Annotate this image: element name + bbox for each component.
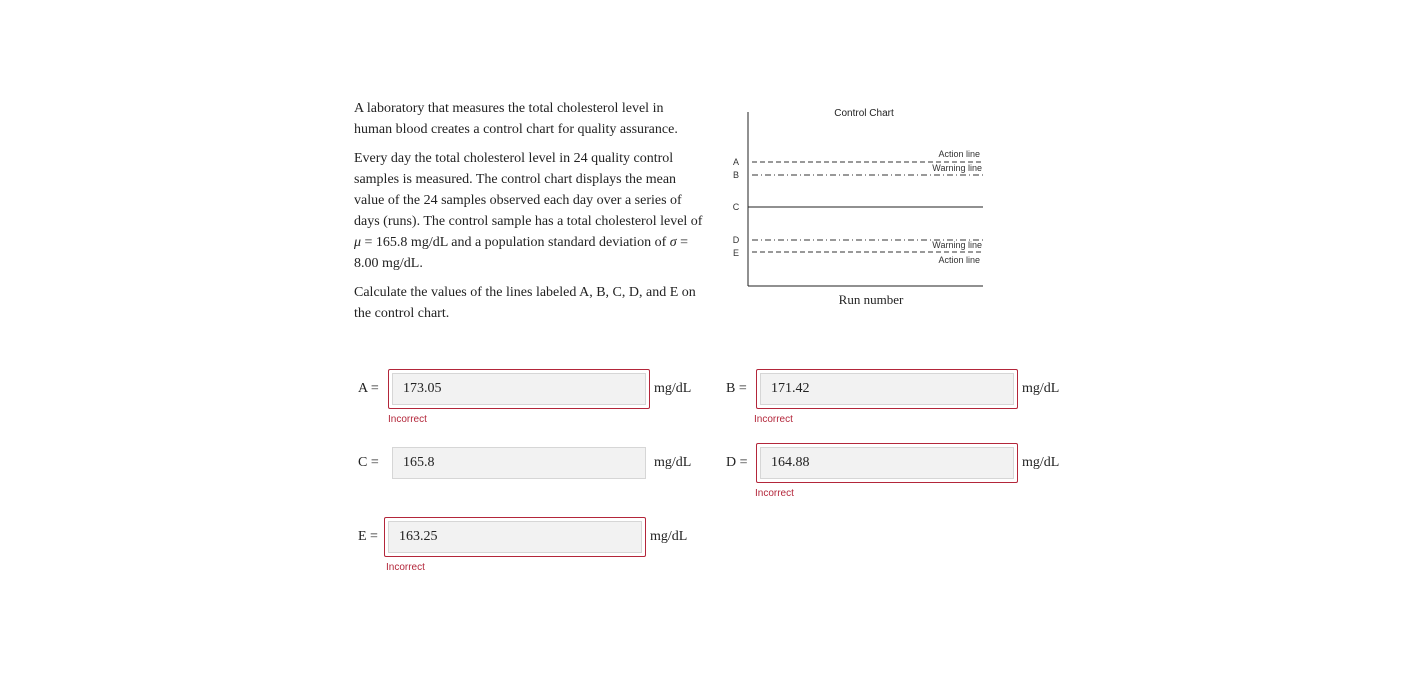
answer-e-field-wrap — [384, 517, 646, 557]
answer-e-status: Incorrect — [386, 562, 425, 573]
sigma-value-text: = 8.00 mg/dL. — [354, 235, 689, 271]
answer-d-field-wrap — [756, 443, 1018, 483]
answer-a-unit: mg/dL — [654, 381, 692, 396]
chart-title: Control Chart — [834, 108, 894, 119]
upper-action-label: Action line — [938, 149, 980, 159]
answer-d-input[interactable]: 164.88 — [760, 447, 1014, 479]
x-axis-label: Run number — [838, 292, 904, 307]
label-b: B — [732, 170, 740, 180]
answer-a-field-wrap — [388, 369, 650, 409]
answer-e-label: E = — [358, 529, 378, 544]
problem-paragraph-2 — [354, 148, 704, 274]
label-a: A — [732, 157, 740, 167]
answer-c-input[interactable]: 165.8 — [392, 447, 646, 479]
answer-a-row — [358, 369, 691, 409]
problem-text — [354, 98, 704, 332]
answer-b-label: B = — [726, 381, 747, 396]
sigma-symbol: σ — [669, 235, 677, 250]
answer-b-unit: mg/dL — [1022, 381, 1060, 396]
paragraph-2-text: Every day the total cholesterol level in 24 quality control samples is measured. The control chart displays the mean value of the 24 samples observed each day over a series of days (runs). The control sample has a total cholesterol level of — [354, 151, 703, 229]
answer-d-row — [726, 443, 1059, 483]
answer-d-status: Incorrect — [755, 488, 794, 499]
answer-c-unit: mg/dL — [654, 455, 692, 470]
lower-warning-label: Warning line — [932, 240, 982, 250]
answer-e-row — [358, 517, 687, 557]
control-chart-svg — [726, 100, 988, 310]
answer-c-row — [358, 443, 691, 483]
answer-e-input[interactable]: 163.25 — [388, 521, 642, 553]
answer-b-field-wrap — [756, 369, 1018, 409]
answer-d-unit: mg/dL — [1022, 455, 1060, 470]
label-c: C — [732, 202, 740, 212]
answer-c-field-wrap — [388, 443, 650, 483]
label-d: D — [732, 235, 740, 245]
control-chart — [726, 100, 988, 310]
lower-action-label: Action line — [938, 255, 980, 265]
label-e: E — [732, 248, 740, 258]
problem-paragraph-3: Calculate the values of the lines labeled A, B, C, D, and E on the control chart. — [354, 285, 696, 321]
answer-b-status: Incorrect — [754, 414, 793, 425]
answer-d-label: D = — [726, 455, 748, 470]
answer-a-label: A = — [358, 381, 379, 396]
answer-c-label: C = — [358, 455, 379, 470]
mu-value-text: = 165.8 mg/dL and a population standard deviation of — [361, 235, 670, 250]
problem-paragraph-1: A laboratory that measures the total cholesterol level in human blood creates a control chart for quality assurance. — [354, 101, 678, 137]
mu-symbol: μ — [354, 235, 362, 250]
answer-e-unit: mg/dL — [650, 529, 688, 544]
upper-warning-label: Warning line — [932, 163, 982, 173]
answer-b-input[interactable]: 171.42 — [760, 373, 1014, 405]
answer-a-status: Incorrect — [388, 414, 427, 425]
answer-b-row — [726, 369, 1059, 409]
answer-a-input[interactable]: 173.05 — [392, 373, 646, 405]
